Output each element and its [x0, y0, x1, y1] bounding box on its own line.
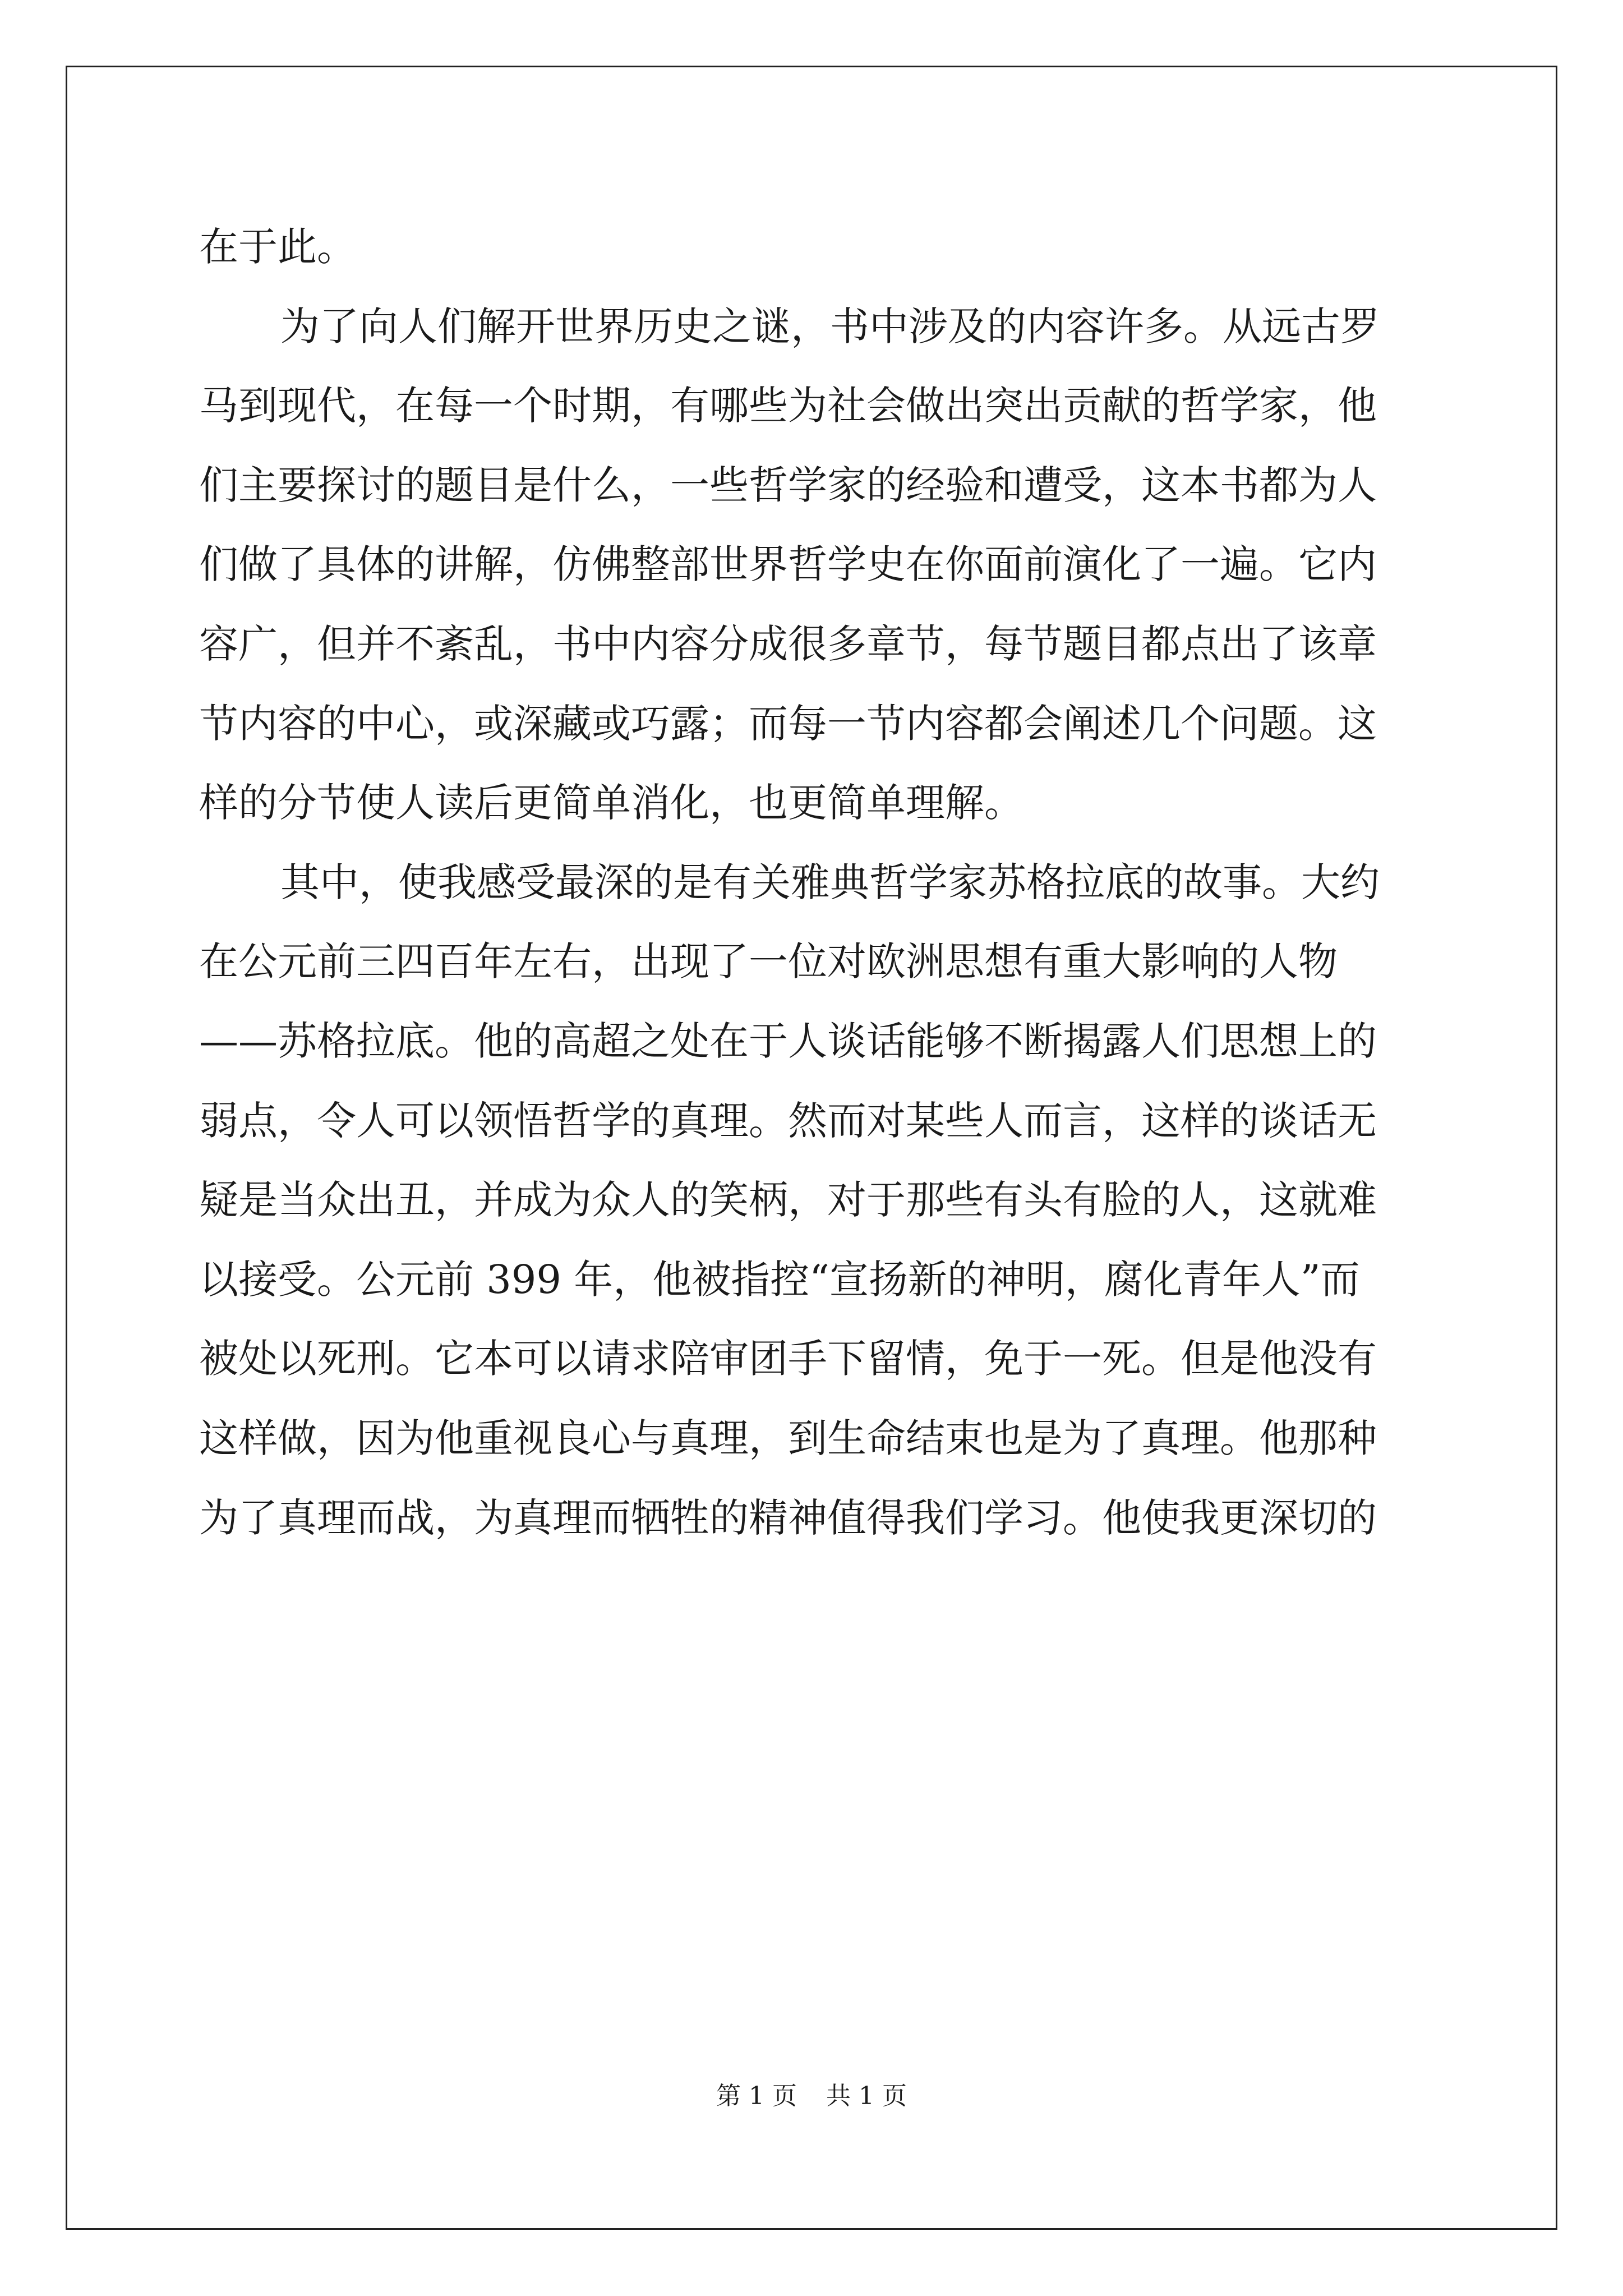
page-total: 共 1 页 [826, 2082, 907, 2110]
page-footer [0, 2076, 1623, 2111]
text-line: 疑是当众出丑，并成为众人的笑柄，对于那些有头有脸的人，这就难 [199, 1177, 1377, 1223]
text-line: 以接受。公元前 399 年，他被指控“宣扬新的神明，腐化青年人”而 [199, 1256, 1360, 1303]
text-line: 们主要探讨的题目是什么，一些哲学家的经验和遭受，这本书都为人 [199, 462, 1377, 508]
text-line: 这样做，因为他重视良心与真理，到生命结束也是为了真理。他那种 [199, 1415, 1377, 1461]
text-line: ——苏格拉底。他的高超之处在于人谈话能够不断揭露人们思想上的 [199, 1018, 1377, 1064]
text-line: 为了向人们解开世界历史之谜，书中涉及的内容许多。从远古罗 [280, 303, 1380, 349]
paragraph-1 [199, 208, 1430, 287]
text-line: 在公元前三四百年左右，出现了一位对欧洲思想有重大影响的人物 [199, 938, 1338, 985]
text-line: 为了真理而战，为真理而牺牲的精神值得我们学习。他使我更深切的 [199, 1494, 1377, 1541]
text-line: 被处以死刑。它本可以请求陪审团手下留情，免于一死。但是他没有 [199, 1336, 1377, 1382]
text-line: 在于此。 [199, 224, 356, 270]
paragraph-2 [199, 287, 1430, 843]
text-line: 马到现代，在每一个时期，有哪些为社会做出突出贡献的哲学家，他 [199, 383, 1377, 429]
text-line: 样的分节使人读后更简单消化，也更简单理解。 [199, 780, 1023, 826]
text-line: 容广，但并不紊乱，书中内容分成很多章节，每节题目都点出了该章 [199, 620, 1377, 667]
text-line: 节内容的中心，或深藏或巧露；而每一节内容都会阐述几个问题。这 [199, 700, 1377, 747]
text-line: 其中，使我感受最深的是有关雅典哲学家苏格拉底的故事。大约 [280, 859, 1380, 905]
text-line: 们做了具体的讲解，仿佛整部世界哲学史在你面前演化了一遍。它内 [199, 541, 1377, 588]
document-body [199, 208, 1430, 1558]
text-line: 弱点，令人可以领悟哲学的真理。然而对某些人而言，这样的谈话无 [199, 1097, 1377, 1144]
page-number: 第 1 页 [716, 2082, 797, 2110]
paragraph-3 [199, 843, 1430, 1558]
